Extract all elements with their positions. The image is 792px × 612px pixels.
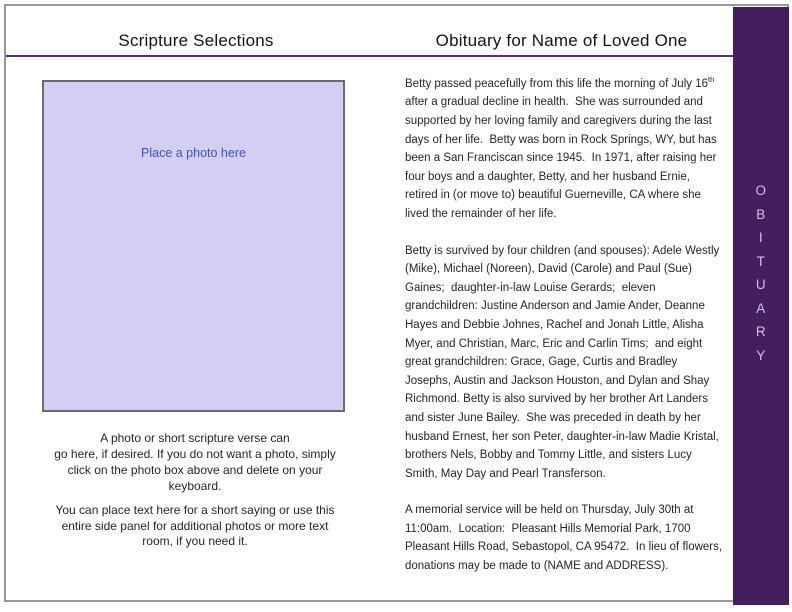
note-line: click on the photo box above and delete on your <box>67 463 323 477</box>
sidebar-letter: A <box>756 300 766 316</box>
paragraph-text: after a gradual decline in health. She was surrounded and supported by her loving family and caregivers during the last days of her life. Betty was born in Rock Springs, WY, but has been a San Franciscan since 1945. In 1971, after raising her four boys and a daughter, Betty, and her husband Ernie, retired in (or move to) beautiful Guerneville, CA where she lived the remainder of her life. <box>405 77 720 220</box>
note-line: entire side panel for additional photos or more text <box>61 518 329 533</box>
note-line: room, if you need it. <box>142 534 248 548</box>
left-panel-note-2 <box>10 503 380 550</box>
obituary-body-text <box>405 71 725 594</box>
sidebar-letter: B <box>756 206 766 222</box>
left-panel-note-1 <box>10 430 380 494</box>
sidebar-letter: T <box>756 253 766 269</box>
sidebar-letter: R <box>755 324 767 339</box>
note-line: You can place text here for a short saying or use this <box>55 503 335 517</box>
obituary-paragraph-1 <box>405 71 725 224</box>
superscript-ordinal: th <box>708 75 715 84</box>
right-panel-title: Obituary for Name of Loved One <box>435 31 688 50</box>
sidebar-letter: I <box>758 230 764 245</box>
photo-placeholder-box[interactable] <box>42 80 345 412</box>
paragraph-text: Betty passed peacefully from this life the morning of July 16 <box>405 77 708 90</box>
obituary-sidebar-tab <box>733 7 789 605</box>
note-line: keyboard. <box>168 479 222 493</box>
sidebar-letter: U <box>755 277 767 292</box>
obituary-paragraph-3: A memorial service will be held on Thursday, July 30th at 11:00am. Location: Pleasant Hills Memorial Park, 1700 Pleasant Hills Road, Sebastopol, CA 95472. In lieu of flowers, donations may be made to (NAME and ADDRESS). <box>405 504 726 573</box>
left-panel-title: Scripture Selections <box>118 31 274 50</box>
obituary-paragraph-2: Betty is survived by four children (and spouses): Adele Westly (Mike), Michael (Noreen), David (Carole) and Paul (Sue) Gaines; daughter-in-law Louise Gerards; eleven grandchildren: Justine Anderson and Jamie Ander, Deanne Hayes and Debbie Johnes, Rachel and Jonah Little, Alisha Myer, and Christian, Marc, Eric and Carlin Tims; and eight great grandchildren: Grace, Gage, Curtis and Bradley Josephs, Austin and Jackson Houston, and Dylan and Shay Richmond. Betty is also survived by her brother Art Landers and sister June Bailey. She was preceded in death by her husband Ernest, her son Peter, daughter-in-law Madie Kristal, brothers Nels, Bobby and Tommy Little, and sisters Lucy Smith, May Day and Pearl Transferson. <box>405 244 723 480</box>
obituary-vertical-label <box>733 179 789 367</box>
photo-placeholder-label: Place a photo here <box>141 146 246 160</box>
note-line: go here, if desired. If you do not want a photo, simply <box>54 447 336 461</box>
header-divider-rule <box>6 55 733 57</box>
note-line: A photo or short scripture verse can <box>100 431 290 445</box>
sidebar-letter: O <box>755 183 767 198</box>
sidebar-letter: Y <box>756 347 766 363</box>
